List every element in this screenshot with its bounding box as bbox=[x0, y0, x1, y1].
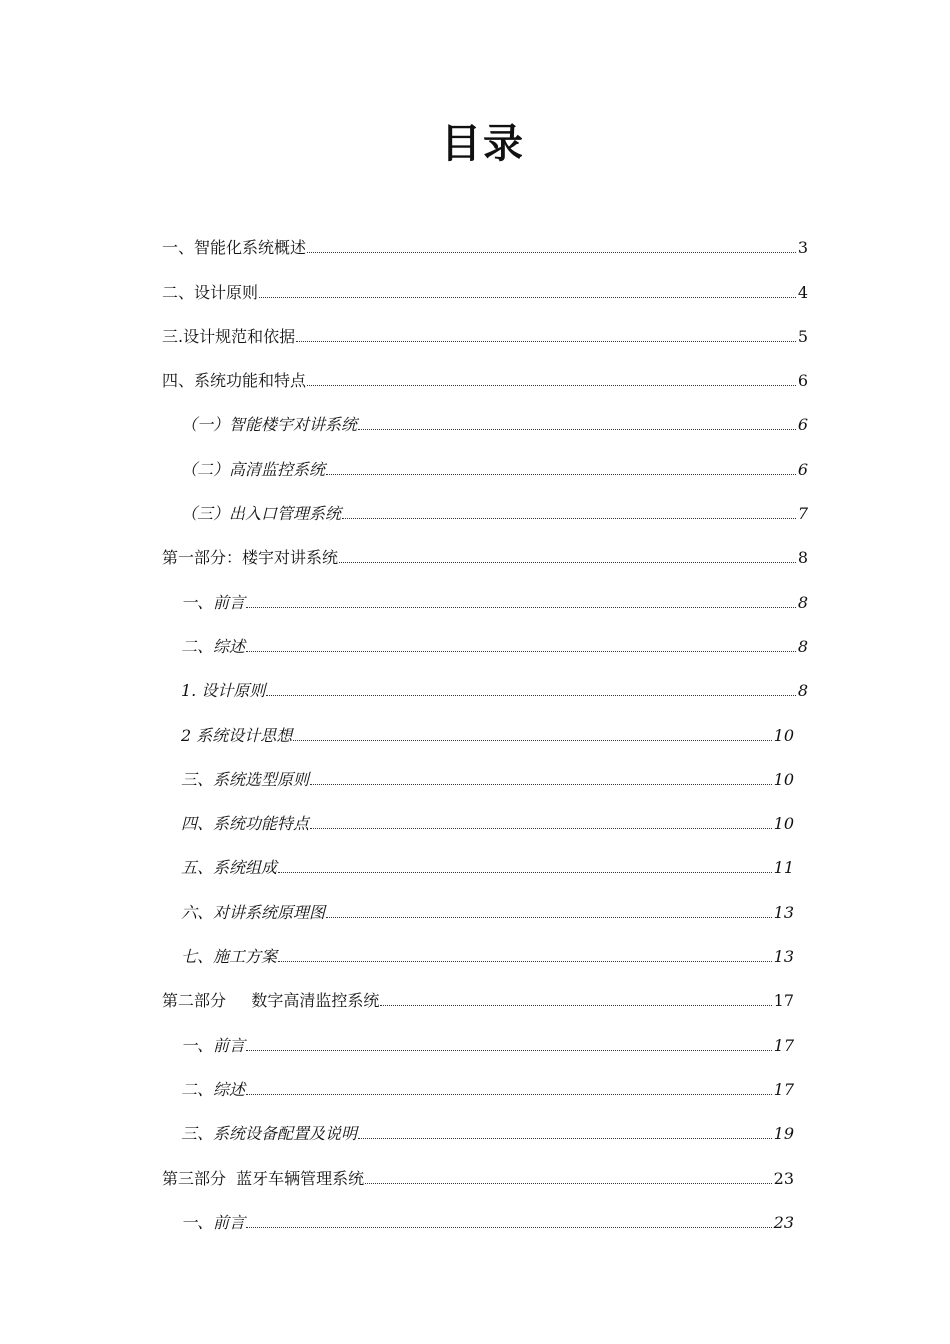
toc-dot-leader bbox=[326, 917, 772, 918]
toc-entry-label: 2 系统设计思想 bbox=[181, 725, 293, 745]
toc-entry[interactable] bbox=[162, 832, 808, 876]
toc-entry-label: 二、综述 bbox=[181, 636, 246, 656]
toc-dot-leader bbox=[307, 252, 796, 253]
toc-entry-page-number: 10 bbox=[773, 725, 794, 745]
toc-dot-leader bbox=[310, 828, 772, 829]
toc-entry-label: 一、前言 bbox=[181, 1212, 246, 1232]
toc-entry-page-number: 23 bbox=[773, 1168, 794, 1188]
toc-entry-page-number: 8 bbox=[797, 548, 808, 568]
toc-entry-label: 五、系统组成 bbox=[181, 858, 278, 878]
toc-entry[interactable] bbox=[162, 433, 808, 477]
toc-entry[interactable] bbox=[162, 611, 808, 655]
toc-entry-page-number: 8 bbox=[797, 592, 808, 612]
toc-dot-leader bbox=[246, 1050, 772, 1051]
toc-entry-page-number: 19 bbox=[773, 1124, 794, 1144]
toc-entry[interactable] bbox=[162, 478, 808, 522]
toc-dot-leader bbox=[380, 1005, 771, 1006]
table-of-contents bbox=[162, 212, 808, 1231]
toc-entry-page-number: 17 bbox=[773, 1079, 794, 1099]
toc-entry-label: 二、综述 bbox=[181, 1079, 246, 1099]
toc-entry[interactable] bbox=[162, 699, 808, 743]
toc-entry-page-number: 6 bbox=[797, 371, 808, 391]
toc-entry[interactable] bbox=[162, 921, 808, 965]
toc-dot-leader bbox=[358, 1138, 772, 1139]
toc-entry-label: 第二部分 数字高清监控系统 bbox=[162, 991, 380, 1011]
toc-dot-leader bbox=[278, 961, 772, 962]
toc-entry[interactable] bbox=[162, 1054, 808, 1098]
toc-entry-page-number: 13 bbox=[773, 902, 794, 922]
toc-dot-leader bbox=[358, 429, 796, 430]
toc-entry-label: 一、前言 bbox=[181, 1035, 246, 1055]
toc-entry[interactable] bbox=[162, 655, 808, 699]
toc-entry[interactable] bbox=[162, 876, 808, 920]
toc-entry-label: （三）出入口管理系统 bbox=[181, 504, 342, 524]
toc-entry[interactable] bbox=[162, 744, 808, 788]
toc-entry[interactable] bbox=[162, 566, 808, 610]
toc-entry[interactable] bbox=[162, 345, 808, 389]
toc-entry-page-number: 10 bbox=[773, 814, 794, 834]
toc-dot-leader bbox=[310, 784, 772, 785]
toc-entry-label: 第一部分：楼宇对讲系统 bbox=[162, 548, 339, 568]
toc-entry-page-number: 17 bbox=[773, 1035, 794, 1055]
toc-dot-leader bbox=[296, 341, 796, 342]
toc-entry-label: （一）智能楼宇对讲系统 bbox=[181, 415, 358, 435]
toc-entry[interactable] bbox=[162, 788, 808, 832]
toc-entry-label: 一、前言 bbox=[181, 592, 246, 612]
toc-dot-leader bbox=[278, 872, 772, 873]
toc-entry-page-number: 5 bbox=[797, 326, 808, 346]
toc-dot-leader bbox=[246, 1094, 772, 1095]
toc-entry-label: 四、系统功能特点 bbox=[181, 814, 310, 834]
toc-entry-label: 七、施工方案 bbox=[181, 947, 278, 967]
toc-entry[interactable] bbox=[162, 1098, 808, 1142]
toc-entry-label: 三.设计规范和依据 bbox=[162, 326, 296, 346]
toc-entry-label: 四、系统功能和特点 bbox=[162, 371, 307, 391]
toc-title: 目录 bbox=[441, 121, 525, 167]
toc-entry[interactable] bbox=[162, 522, 808, 566]
toc-entry-label: 二、设计原则 bbox=[162, 282, 259, 302]
toc-entry-label: （二）高清监控系统 bbox=[181, 459, 326, 479]
toc-entry-page-number: 11 bbox=[773, 858, 794, 878]
toc-entry-page-number: 4 bbox=[797, 282, 808, 302]
toc-entry-label: 第三部分 蓝牙车辆管理系统 bbox=[162, 1168, 365, 1188]
toc-entry-page-number: 6 bbox=[797, 459, 808, 479]
toc-entry-label: 三、系统设备配置及说明 bbox=[181, 1124, 358, 1144]
toc-entry-page-number: 23 bbox=[773, 1212, 794, 1232]
toc-dot-leader bbox=[246, 607, 796, 608]
toc-entry-label: 六、对讲系统原理图 bbox=[181, 902, 326, 922]
toc-dot-leader bbox=[266, 695, 795, 696]
toc-dot-leader bbox=[246, 1227, 772, 1228]
toc-entry[interactable] bbox=[162, 212, 808, 256]
toc-entry[interactable] bbox=[162, 1187, 808, 1231]
toc-entry-label: 三、系统选型原则 bbox=[181, 769, 310, 789]
toc-entry-page-number: 13 bbox=[773, 947, 794, 967]
toc-entry-page-number: 3 bbox=[797, 238, 808, 258]
toc-dot-leader bbox=[342, 518, 796, 519]
toc-entry[interactable] bbox=[162, 1009, 808, 1053]
toc-entry-page-number: 17 bbox=[773, 991, 794, 1011]
toc-entry-label: 1. 设计原则 bbox=[181, 681, 266, 701]
toc-dot-leader bbox=[365, 1183, 771, 1184]
toc-dot-leader bbox=[307, 385, 796, 386]
toc-entry[interactable] bbox=[162, 301, 808, 345]
toc-dot-leader bbox=[246, 651, 796, 652]
toc-entry[interactable] bbox=[162, 965, 808, 1009]
toc-dot-leader bbox=[259, 297, 796, 298]
toc-dot-leader bbox=[293, 740, 771, 741]
toc-entry[interactable] bbox=[162, 256, 808, 300]
toc-entry-page-number: 8 bbox=[797, 681, 808, 701]
toc-entry-label: 一、智能化系统概述 bbox=[162, 238, 307, 258]
toc-entry-page-number: 8 bbox=[797, 636, 808, 656]
toc-entry-page-number: 6 bbox=[797, 415, 808, 435]
toc-dot-leader bbox=[339, 562, 796, 563]
toc-entry-page-number: 7 bbox=[797, 504, 808, 524]
toc-entry-page-number: 10 bbox=[773, 769, 794, 789]
toc-entry[interactable] bbox=[162, 1142, 808, 1186]
toc-dot-leader bbox=[326, 474, 796, 475]
toc-entry[interactable] bbox=[162, 389, 808, 433]
